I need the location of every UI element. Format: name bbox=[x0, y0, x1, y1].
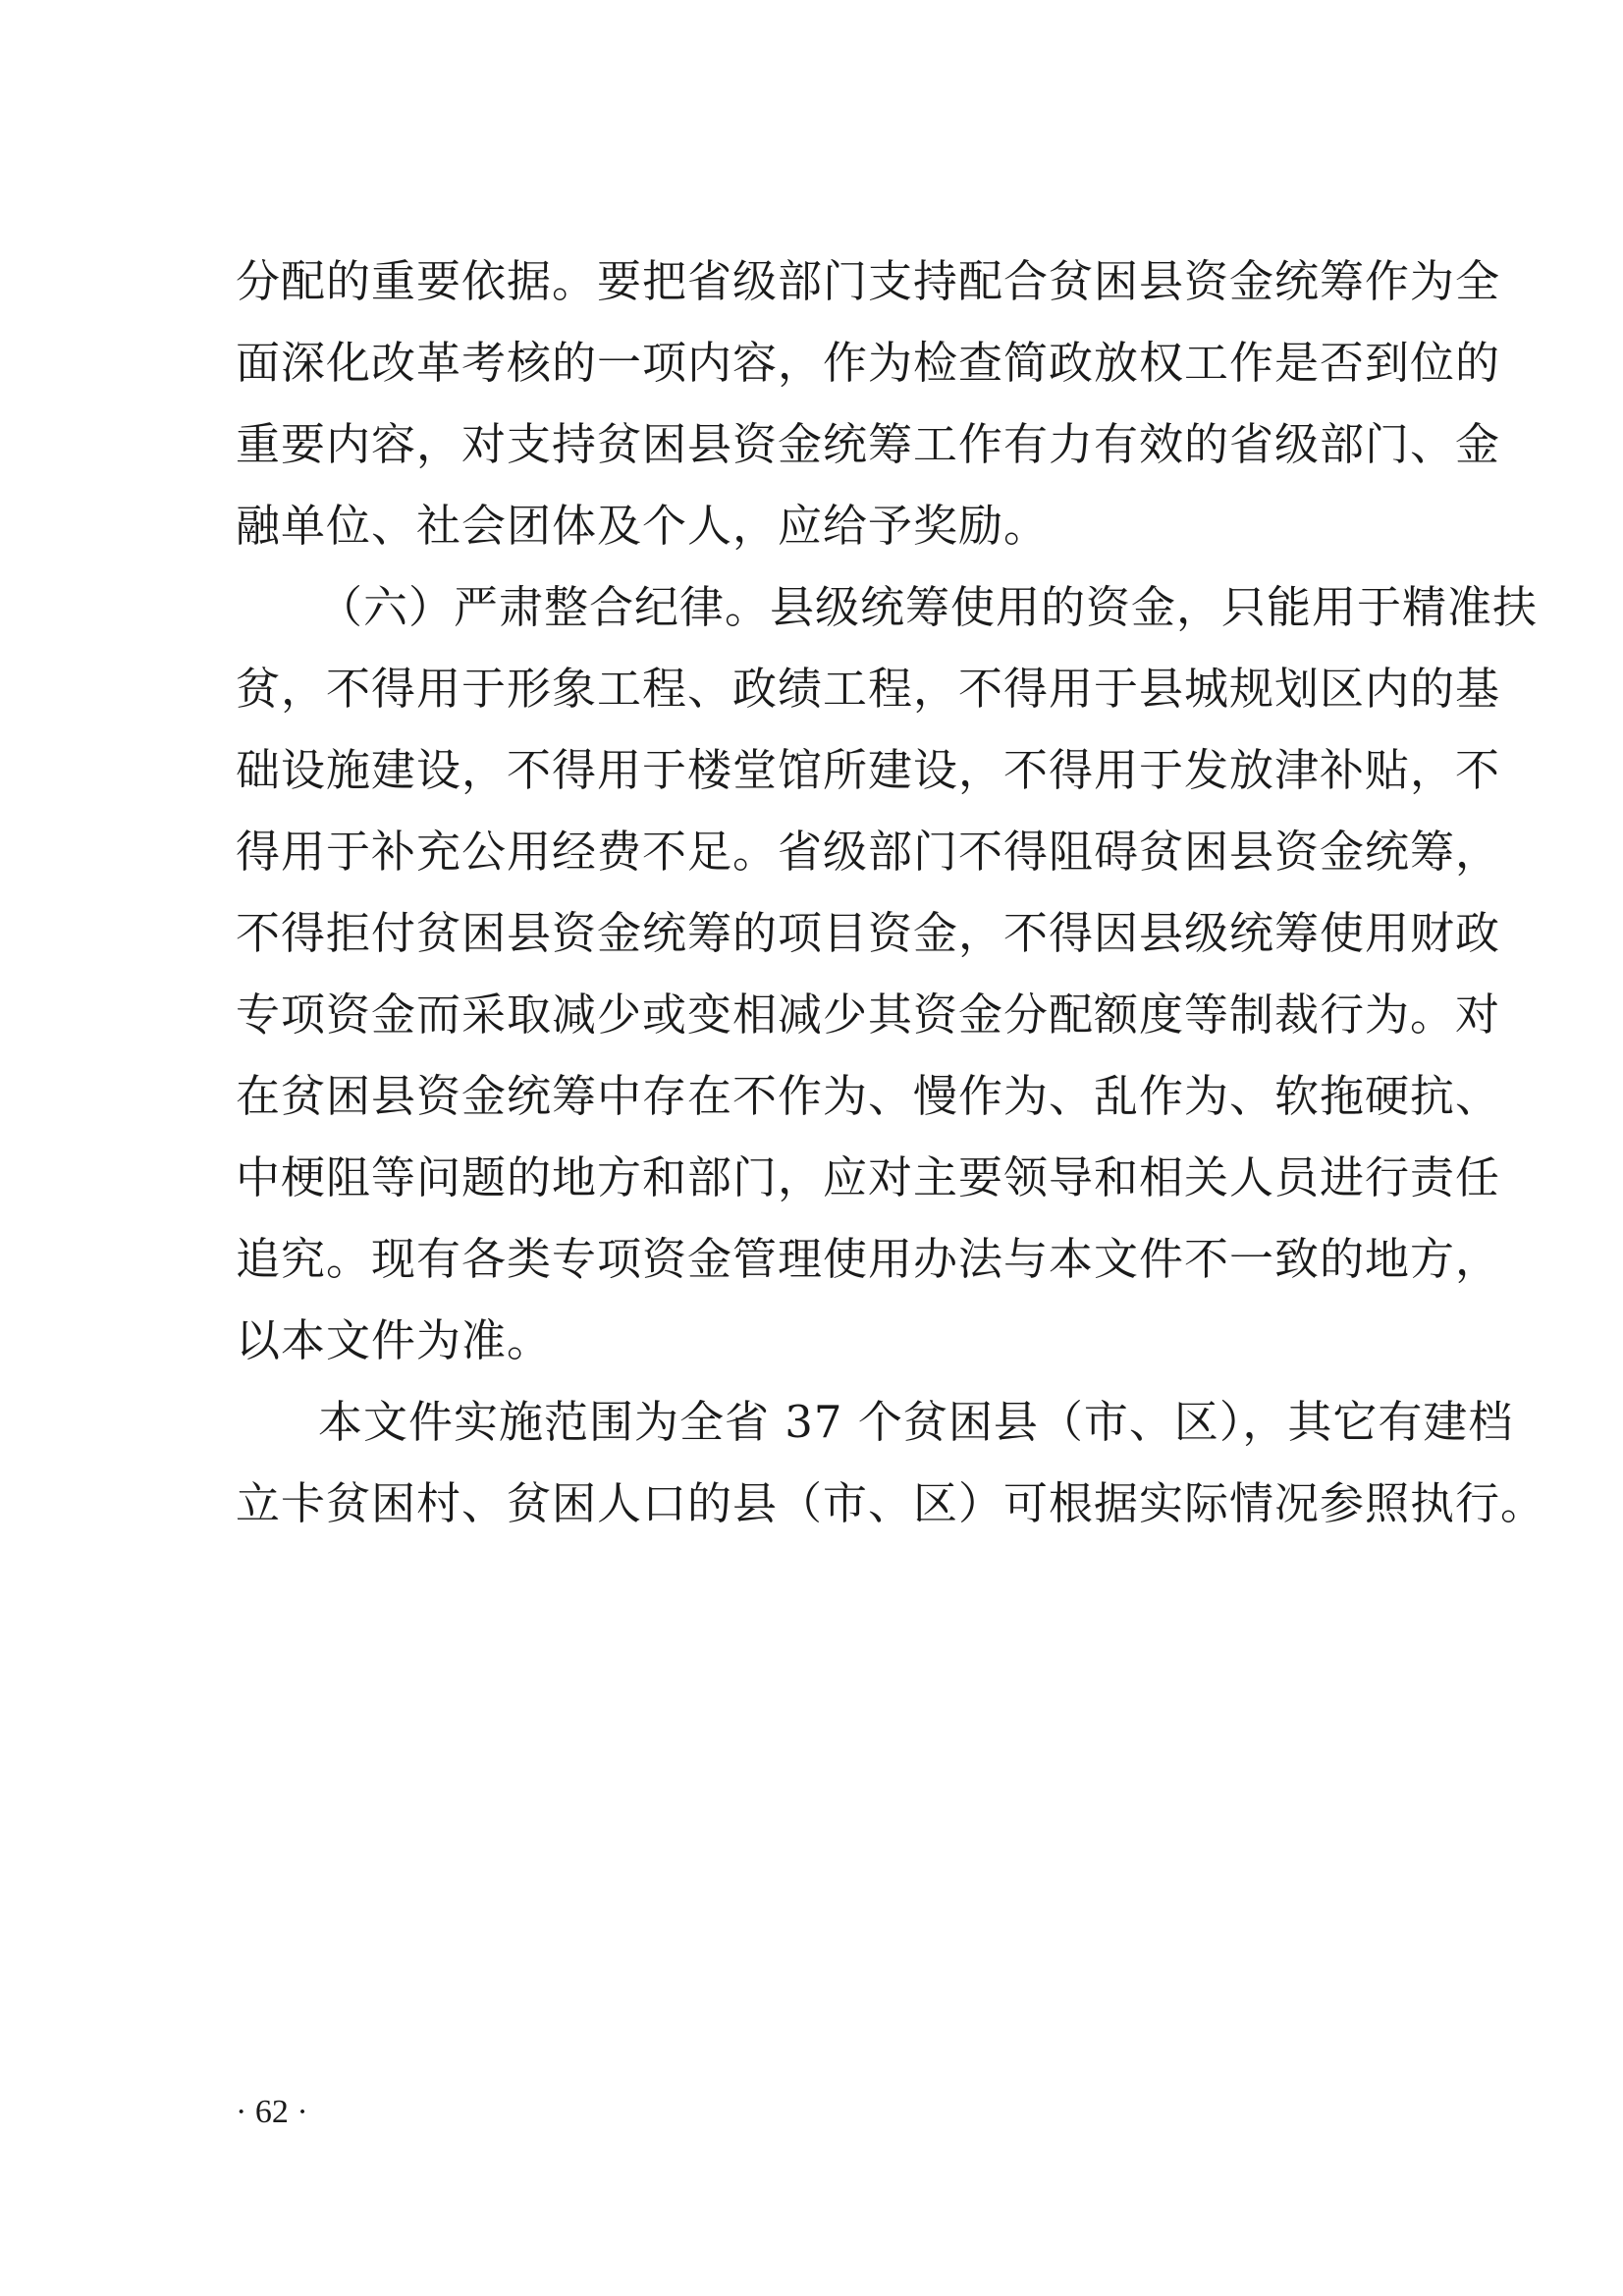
body-text-line-9: 不得拒付贫困县资金统筹的项目资金，不得因县级统筹使用财政 bbox=[236, 907, 1501, 959]
body-text-line-1: 分配的重要依据。要把省级部门支持配合贫困县资金统筹作为全 bbox=[236, 255, 1501, 307]
body-text-line-8: 得用于补充公用经费不足。省级部门不得阻碍贫困县资金统筹， bbox=[236, 826, 1501, 878]
body-text-line-4: 融单位、社会团体及个人，应给予奖励。 bbox=[236, 500, 1050, 552]
body-text-line-7: 础设施建设，不得用于楼堂馆所建设，不得用于发放津补贴，不 bbox=[236, 744, 1501, 796]
body-text-line-3: 重要内容，对支持贫困县资金统筹工作有力有效的省级部门、金 bbox=[236, 418, 1501, 470]
body-text-line-13: 追究。现有各类专项资金管理使用办法与本文件不一致的地方， bbox=[236, 1233, 1501, 1285]
page-number: · 62 · bbox=[236, 2094, 308, 2130]
scope-paragraph-line-1: 本文件实施范围为全省 37 个贫困县（市、区），其它有建档 bbox=[318, 1396, 1514, 1448]
body-text-line-14: 以本文件为准。 bbox=[236, 1314, 553, 1366]
body-text-line-12: 中梗阻等问题的地方和部门，应对主要领导和相关人员进行责任 bbox=[236, 1151, 1501, 1203]
body-text-line-11: 在贫困县资金统筹中存在不作为、慢作为、乱作为、软拖硬抗、 bbox=[236, 1070, 1501, 1122]
section-six-heading-line: （六）严肃整合纪律。县级统筹使用的资金，只能用于精准扶 bbox=[318, 581, 1539, 633]
scope-paragraph-line-2: 立卡贫困村、贫困人口的县（市、区）可根据实际情况参照执行。 bbox=[236, 1477, 1546, 1529]
body-text-line-2: 面深化改革考核的一项内容，作为检查简政放权工作是否到位的 bbox=[236, 337, 1501, 389]
body-text-line-10: 专项资金而采取减少或变相减少其资金分配额度等制裁行为。对 bbox=[236, 988, 1501, 1041]
body-text-line-6: 贫，不得用于形象工程、政绩工程，不得用于县城规划区内的基 bbox=[236, 663, 1501, 715]
